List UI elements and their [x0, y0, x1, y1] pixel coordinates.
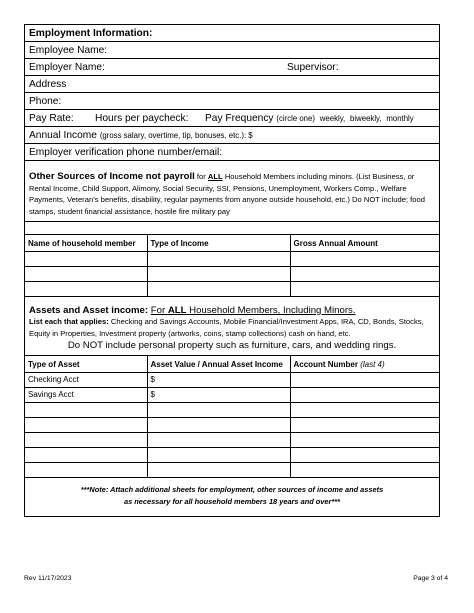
section-gap: [25, 161, 439, 171]
table-cell[interactable]: [290, 266, 439, 281]
table-cell[interactable]: [147, 266, 290, 281]
table-cell[interactable]: [147, 447, 290, 462]
table-row: [25, 251, 439, 266]
table-cell[interactable]: [290, 432, 439, 447]
employer-name-label: Employer Name:: [29, 62, 105, 73]
employee-name-label: Employee Name:: [29, 45, 108, 56]
assets-list-body: Checking and Savings Accounts, Mobile Financial/Investment Apps, IRA, CD, Bonds, Stocks, Equity in Properties, Investment property (artworks, coins, stamp collections) cash on hand, etc.: [29, 317, 424, 339]
other-income-description: [25, 171, 439, 222]
table-cell[interactable]: [290, 251, 439, 266]
attachment-note: [25, 478, 439, 516]
assets-description: [25, 305, 439, 356]
verification-phone-field[interactable]: [25, 144, 439, 161]
hours-per-paycheck-label: Hours per paycheck:: [95, 113, 189, 124]
household-member-header: Name of household member: [25, 235, 147, 251]
employment-header: [25, 25, 439, 42]
table-row: [25, 417, 439, 432]
table-cell[interactable]: [290, 462, 439, 477]
phone-field[interactable]: [25, 93, 439, 110]
table-row: [25, 387, 439, 402]
table-cell[interactable]: [25, 251, 147, 266]
page-number: Page 3 of 4: [413, 575, 448, 582]
table-cell[interactable]: [25, 402, 147, 417]
table-cell[interactable]: [290, 372, 439, 387]
table-cell[interactable]: [25, 447, 147, 462]
table-cell[interactable]: [25, 266, 147, 281]
table-cell[interactable]: Checking Acct: [25, 372, 147, 387]
note-line-1: ***Note: Attach additional sheets for employment, other sources of income and assets: [80, 484, 384, 494]
table-cell[interactable]: [290, 281, 439, 296]
table-cell[interactable]: [147, 402, 290, 417]
assets-title-line: [29, 305, 435, 317]
table-row: [25, 372, 439, 387]
income-form: [24, 24, 440, 517]
table-cell[interactable]: [147, 417, 290, 432]
assets-exclude-text: Do NOT include personal property such as furniture, cars, and wedding rings.: [67, 339, 397, 351]
other-income-table: [25, 235, 439, 297]
table-row: [25, 402, 439, 417]
assets-list-label: List each that applies:: [29, 317, 109, 327]
table-cell[interactable]: [290, 417, 439, 432]
table-row: [25, 447, 439, 462]
table-cell[interactable]: [25, 281, 147, 296]
address-label: Address: [29, 79, 67, 90]
pay-rate-field[interactable]: [25, 110, 439, 127]
weekly-option[interactable]: weekly,: [319, 114, 346, 123]
other-income-text: Household Members including minors. (List Business, or Rental Income, Child Support, Alimony, Social Security, SSI, Pensions, Unemployment, Workers Comp., Welfare Payments, Veteran’s benefits, disability, regular payments from anyone outside household, etc.) Do NOT include; food stamps, student financial assistance, hostile fire military pay: [29, 172, 425, 216]
table-cell[interactable]: [290, 402, 439, 417]
last4-note: (last 4): [360, 359, 385, 369]
pay-frequency-group: [205, 110, 414, 127]
assets-title-for-all: For ALL Household Members, Including Minors.: [150, 304, 356, 316]
table-cell[interactable]: [147, 432, 290, 447]
assets-header-row: [25, 356, 439, 372]
table-cell[interactable]: [147, 281, 290, 296]
employment-header-text: Employment Information:: [29, 28, 153, 39]
other-income-title: Other Sources of Income not payroll: [29, 171, 195, 182]
table-cell[interactable]: $: [147, 387, 290, 402]
supervisor-label: Supervisor:: [287, 62, 339, 73]
assets-table: [25, 356, 439, 478]
biweekly-option[interactable]: biweekly,: [350, 114, 382, 123]
table-row: [25, 462, 439, 477]
section-gap: [25, 297, 439, 305]
revision-date: Rev 11/17/2023: [24, 575, 72, 582]
verification-phone-label: Employer verification phone number/email:: [29, 147, 223, 158]
phone-label: Phone:: [29, 96, 62, 107]
income-type-header: Type of Income: [147, 235, 290, 251]
table-cell[interactable]: [25, 417, 147, 432]
other-income-header-row: [25, 235, 439, 251]
employee-name-field[interactable]: [25, 42, 439, 59]
pay-rate-label: Pay Rate:: [29, 113, 74, 124]
account-number-header: Account Number (last 4): [290, 356, 439, 372]
section-gap: [25, 222, 439, 235]
other-income-for: for: [196, 172, 206, 181]
gross-annual-header: Gross Annual Amount: [290, 235, 439, 251]
assets-list-text: [29, 316, 435, 339]
employer-name-field[interactable]: [25, 59, 439, 76]
assets-title: Assets and Asset income:: [29, 304, 149, 316]
table-row: [25, 266, 439, 281]
annual-income-note: (gross salary, overtime, tip, bonuses, etc.): $: [99, 131, 253, 140]
table-cell[interactable]: $: [147, 372, 290, 387]
table-cell[interactable]: Savings Acct: [25, 387, 147, 402]
asset-type-header: Type of Asset: [25, 356, 147, 372]
pay-frequency-label: Pay Frequency: [205, 113, 274, 124]
address-field[interactable]: [25, 76, 439, 93]
table-cell[interactable]: [25, 432, 147, 447]
monthly-option[interactable]: monthly: [386, 114, 414, 123]
asset-value-header: Asset Value / Annual Asset Income: [147, 356, 290, 372]
table-cell[interactable]: [147, 251, 290, 266]
circle-one-note: (circle one): [276, 114, 315, 123]
table-cell[interactable]: [25, 462, 147, 477]
annual-income-field[interactable]: [25, 127, 439, 144]
table-row: [25, 281, 439, 296]
annual-income-label: Annual Income: [29, 130, 97, 141]
table-cell[interactable]: [147, 462, 290, 477]
table-cell[interactable]: [290, 387, 439, 402]
table-cell[interactable]: [290, 447, 439, 462]
table-row: [25, 432, 439, 447]
other-income-all: ALL: [207, 172, 223, 181]
note-line-2: as necessary for all household members 18 years and over***: [123, 496, 341, 506]
